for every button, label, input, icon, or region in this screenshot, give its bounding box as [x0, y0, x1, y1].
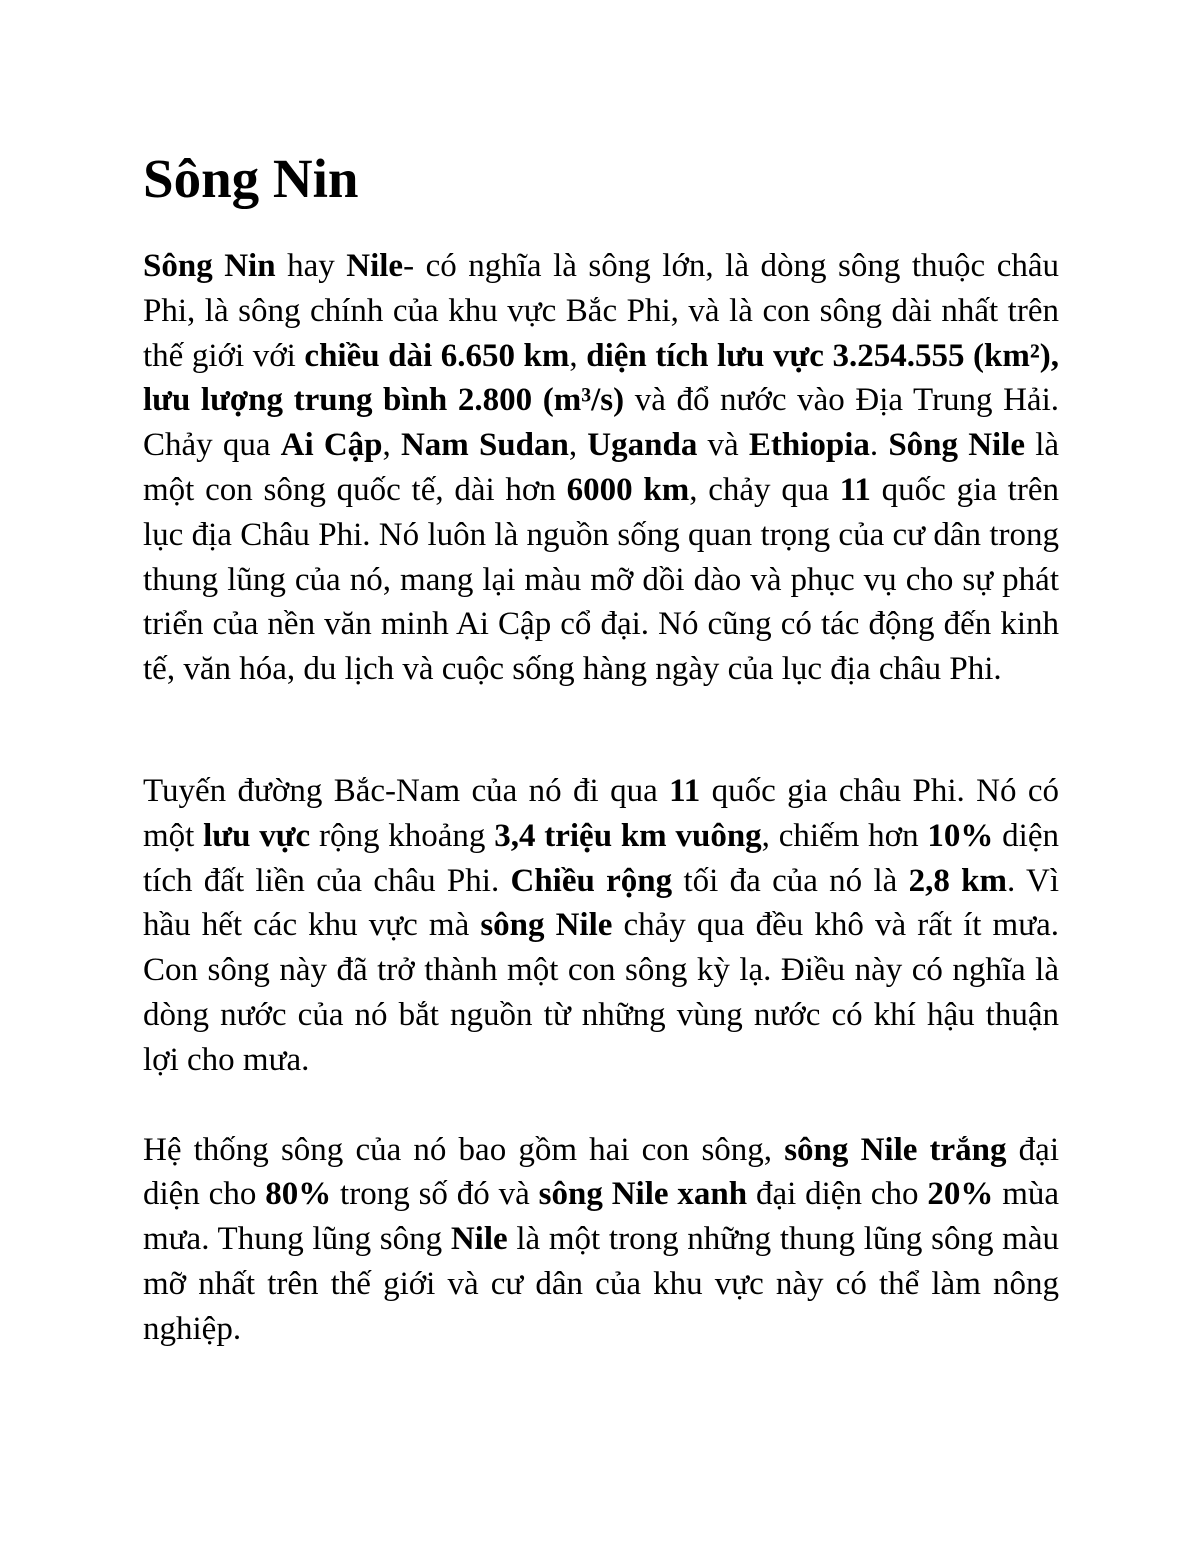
bold-text-run: Nile [346, 248, 404, 284]
text-run: Tuyến đường Bắc-Nam của nó đi qua [143, 772, 670, 809]
text-run: và đổ nước vào Địa Trung Hải. Chảy qua [143, 382, 1059, 464]
bold-text-run: 20% [927, 1176, 994, 1213]
text-run: trong số đó và [331, 1176, 539, 1213]
bold-text-run: Nile [450, 1221, 508, 1258]
text-run: diện tích đất liền của châu Phi. [143, 817, 1059, 899]
text-run: rộng khoảng [310, 817, 495, 854]
bold-text-run: Sông Nile [888, 427, 1026, 464]
text-run: đại diện cho [143, 1131, 1060, 1213]
text-run: quốc gia trên lục địa Châu Phi. Nó luôn là nguồn sống quan trọng của cư dân trong thung lũng của nó, mang lại màu mỡ dồi dào và phục vụ cho sự phát triển của nền văn minh Ai Cập cổ đại. Nó cũng có tác động đến kinh tế, văn hóa, du lịch và cuộc sống hàng ngày của lục địa châu Phi. [143, 471, 1059, 688]
text-run: và [697, 427, 749, 464]
text-run: , [569, 337, 587, 374]
paragraph-1 [143, 244, 1059, 692]
text-run: , chiếm hơn [761, 817, 928, 854]
bold-text-run: Sông Nin [143, 248, 276, 284]
bold-text-run: 80% [265, 1176, 332, 1213]
bold-text-run: 11 [839, 471, 871, 508]
bold-text-run: sông Nile trắng [784, 1131, 1007, 1168]
bold-text-run: Chiều rộng [510, 862, 673, 899]
bold-text-run: 10% [927, 817, 994, 854]
bold-text-run: Ai Cập [280, 427, 383, 464]
bold-text-run: 3,4 triệu km vuông [494, 817, 762, 854]
paragraph-3 [143, 1128, 1059, 1352]
document-page [143, 140, 1059, 1352]
text-run: tối đa của nó là [672, 862, 909, 899]
text-run: mùa mưa. Thung lũng sông [143, 1176, 1060, 1258]
bold-text-run: lưu vực [203, 817, 311, 854]
page-title: Sông Nin [143, 148, 359, 209]
text-run: . [869, 427, 889, 464]
bold-text-run: sông Nile xanh [538, 1176, 748, 1213]
bold-text-run: Nam Sudan [400, 427, 569, 464]
text-run: , [568, 427, 588, 464]
bold-text-run: chiều dài 6.650 km [304, 337, 570, 374]
bold-text-run: 6000 km [566, 471, 690, 508]
text-run: là một con sông quốc tế, dài hơn [143, 427, 1060, 508]
text-run: , chảy qua [689, 471, 840, 508]
bold-text-run: sông Nile [480, 907, 613, 944]
text-run: quốc gia châu Phi. Nó có một [143, 772, 1060, 854]
bold-text-run: Ethiopia [748, 427, 870, 464]
text-run: hay [275, 248, 347, 284]
text-run: đại diện cho [747, 1176, 928, 1213]
text-run: , [382, 427, 401, 464]
text-run: là một trong những thung lũng sông màu mỡ nhất trên thế giới và cư dân của khu vực này có thể làm nông nghiệp. [143, 1221, 1059, 1347]
text-run: chảy qua đều khô và rất ít mưa. Con sông này đã trở thành một con sông kỳ lạ. Điều này có nghĩa là dòng nước của nó bắt nguồn từ những vùng nước có khí hậu thuận lợi cho mưa. [143, 907, 1059, 1078]
paragraph-2 [143, 769, 1059, 1083]
bold-text-run: Uganda [587, 427, 698, 464]
text-run: . Vì hầu hết các khu vực mà [143, 862, 1059, 944]
bold-text-run: 11 [669, 772, 701, 809]
text-run: - có nghĩa là sông lớn, là dòng sông thuộc châu Phi, là sông chính của khu vực Bắc Phi, và là con sông dài nhất trên thế giới với [143, 248, 1059, 374]
bold-text-run: 2,8 km [908, 862, 1008, 899]
bold-text-run: diện tích lưu vực 3.254.555 (km²), lưu lượng trung bình 2.800 (m³/s) [143, 337, 1059, 419]
text-run: Hệ thống sông của nó bao gồm hai con sông, [143, 1131, 785, 1168]
